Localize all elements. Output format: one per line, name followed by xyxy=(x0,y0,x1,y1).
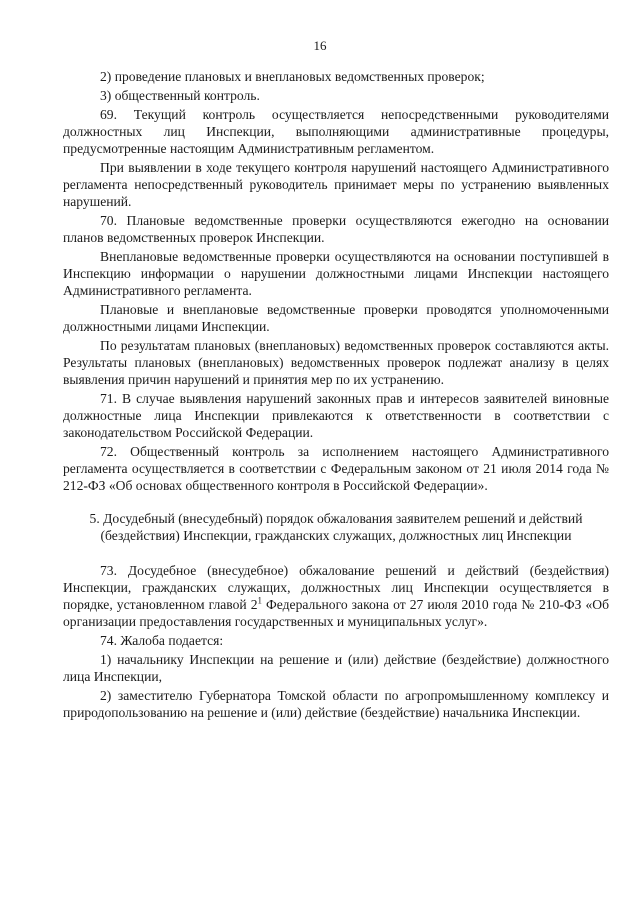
paragraph: Плановые и внеплановые ведомственные проверки проводятся уполномоченными должностными лицами Инспекции. xyxy=(63,302,609,334)
paragraph: По результатам плановых (внеплановых) ведомственных проверок составляются акты. Результаты плановых (внеплановых) ведомственных проверок подлежат анализу в целях выявления причин нарушений и принятия мер по их устранению. xyxy=(63,338,609,387)
paragraph: Внеплановые ведомственные проверки осуществляются на основании поступившей в Инспекцию информации о нарушении должностными лицами Инспекции настоящего Административного регламента. xyxy=(63,249,609,298)
paragraph-71: 71. В случае выявления нарушений законных прав и интересов заявителей виновные должностные лица Инспекции привлекаются к ответственности в соответствии с законодательством Российской Федерации. xyxy=(63,391,609,440)
section-heading-wrap xyxy=(63,510,609,544)
document-body xyxy=(63,68,609,723)
paragraph-72: 72. Общественный контроль за исполнением настоящего Административного регламента осуществляется в соответствии с Федеральным законом от 21 июля 2014 года № 212-ФЗ «Об основах общественного контроля в Российской Федерации». xyxy=(63,444,609,493)
paragraph-73-text-2: Федерального закона от 27 июля 2010 года № 210-ФЗ «Об организации предоставления государственных и муниципальных услуг». xyxy=(63,597,609,629)
superscript: 1 xyxy=(257,595,263,606)
paragraph: 2) заместителю Губернатора Томской области по агропромышленному комплексу и природопользованию на решение и (или) действие (бездействие) начальника Инспекции. xyxy=(63,688,609,720)
paragraph-70: 70. Плановые ведомственные проверки осуществляются ежегодно на основании планов ведомственных проверок Инспекции. xyxy=(63,213,609,245)
paragraph: 2) проведение плановых и внеплановых ведомственных проверок; xyxy=(100,69,485,84)
paragraph: При выявлении в ходе текущего контроля нарушений настоящего Административного регламента непосредственный руководитель принимает меры по устранению выявленных нарушений. xyxy=(63,160,609,209)
paragraph: 3) общественный контроль. xyxy=(100,88,260,103)
paragraph-74: 74. Жалоба подается: xyxy=(100,633,224,648)
paragraph-69: 69. Текущий контроль осуществляется непосредственными руководителями должностных лиц Инспекции, выполняющими административные процедуры, предусмотренные настоящим Административным регламентом. xyxy=(63,107,609,156)
paragraph-73 xyxy=(63,562,609,630)
paragraph-73-text-1: 73. Досудебное (внесудебное) обжалование решений и действий (бездействия) Инспекции, гражданских служащих, должностных лиц Инспекции осуществляется в порядке, установленном главой 2 xyxy=(63,563,609,612)
page-number: 16 xyxy=(313,38,327,53)
paragraph: 1) начальнику Инспекции на решение и (или) действие (бездействие) должностного лица Инспекции, xyxy=(63,652,609,684)
section-heading: 5. Досудебный (внесудебный) порядок обжалования заявителем решений и действий (бездействия) Инспекции, гражданских служащих, должностных лиц Инспекции xyxy=(89,511,583,543)
